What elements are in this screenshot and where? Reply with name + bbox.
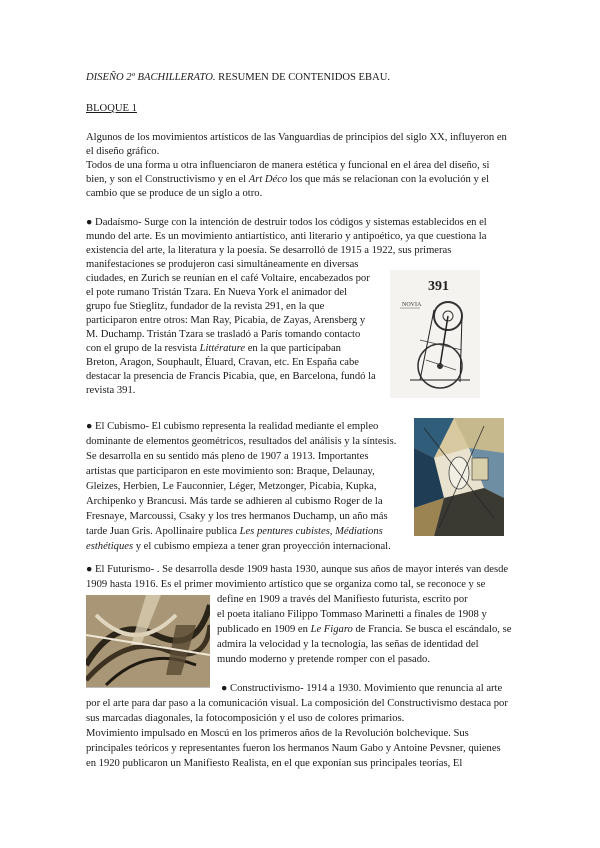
dadaismo-line: ciudades, en Zurich se reunían en el café Voltaire, encabezados por — [86, 273, 370, 284]
constructivismo-line: Movimiento impulsado en Moscú en los primeros años de la Revolución bolchevique. Sus — [86, 728, 469, 739]
cubismo-line: Archipenko y Brancusi. Más tarde se adhieren al cubismo Roger de la — [86, 496, 383, 507]
constructivismo-line: principales teóricos y representantes fueron los hermanos Naum Gabo y Antoine Pevsner, quienes — [86, 743, 501, 754]
intro-line: el diseño gráfico. — [86, 146, 160, 157]
futurismo-line: 1909 hasta 1916. Es el primer movimiento artístico que se organiza como tal, se reconoce y se — [86, 579, 486, 590]
dadaismo-line: destacar la presencia de Francis Picabia, que, en Barcelona, fundó la — [86, 371, 376, 382]
dadaismo-line: manifestaciones se produjeron casi simultáneamente en diversas — [86, 259, 359, 270]
cubismo-line: artistas que participaron en este movimiento son: Braque, Delaunay, — [86, 466, 375, 477]
dadaismo-line: grupo fue Stieglitz, fundador de la revista 291, en la que — [86, 301, 325, 312]
cubismo-line: tarde Juan Gris. Apollinaire publica Les pentures cubistes, Médiations — [86, 526, 383, 537]
futurism-painting-image — [86, 595, 210, 687]
cover-word: NOVIA — [402, 302, 422, 308]
constructivismo-line: por el arte para dar paso a la comunicación visual. La composición del Constructivismo destaca por — [86, 698, 508, 709]
document-title — [86, 71, 390, 85]
section-heading: BLOQUE 1 — [86, 103, 137, 114]
dadaismo-line: Breton, Aragon, Souphault, Éluard, Cravan, etc. En España cabe — [86, 357, 360, 368]
intro-line: cambio que se produce de un siglo a otro. — [86, 188, 263, 199]
cubismo-line: Se desarrolla en su sentido más pleno de 1907 a 1913. Importantes — [86, 451, 369, 462]
dadaismo-line: el pote rumano Tristán Tzara. En Nueva York el animador del — [86, 287, 348, 298]
futurismo-line: mundo moderno y pretende romper con el pasado. — [217, 654, 430, 665]
dadaismo-line: M. Duchamp. Tristán Tzara se trasladó a París tomando contacto — [86, 329, 361, 340]
image-caption-rule — [86, 687, 210, 688]
cubism-painting-image — [414, 418, 504, 536]
futurism-painting-drawing — [86, 595, 210, 687]
cubismo-line: esthétiques y el cubismo empieza a tener gran proyección internacional. — [86, 541, 391, 552]
futurismo-line: define en 1909 a través del Manifiesto futurista, escrito por — [217, 594, 468, 605]
constructivismo-line: en 1920 publicaron un Manifiesto Realista, en el que exponían sus principales teorías, El — [86, 758, 463, 769]
cover-number: 391 — [428, 279, 449, 294]
futurismo-line: el poeta italiano Filippo Tommaso Marinetti a finales de 1908 y — [217, 609, 487, 620]
dadaismo-line: ● Dadaísmo- Surge con la intención de destruir todos los códigos y sistemas establecidos en el — [86, 217, 487, 228]
dadaismo-line: mundo del arte. Es un movimiento antiartístico, anti literario y antipoético, ya que cuestiona la — [86, 231, 487, 242]
constructivismo-line: sus marcadas diagonales, la fotocomposición y el uso de colores primarios. — [86, 713, 405, 724]
futurismo-line: publicado en 1909 en Le Figaro de Francia. Se busca el escándalo, se — [217, 624, 512, 635]
futurismo-line: ● El Futurismo- . Se desarrolla desde 1909 hasta 1930, aunque sus años de mayor interés van desde — [86, 564, 509, 575]
intro-line: bien, y son el Constructivismo y en el Art Déco los que más se relacionan con la evolución y el — [86, 174, 490, 185]
cubismo-line: dominante de elementos geométricos, resultados del análisis y la síntesis. — [86, 436, 397, 447]
futurismo-line: admira la velocidad y la tecnología, las señas de identidad del — [217, 639, 479, 650]
cubismo-line: ● El Cubismo- El cubismo representa la realidad mediante el empleo — [86, 421, 379, 432]
dadaismo-line: con el grupo de la resvista Littérature en la que participaban — [86, 343, 341, 354]
cubism-painting-drawing — [414, 418, 504, 536]
dadaismo-line: revista 391. — [86, 385, 136, 396]
title-italic: DISEÑO 2º BACHILLERATO. — [86, 72, 216, 83]
constructivismo-line: ● Constructivismo- 1914 a 1930. Movimiento que renuncia al arte — [221, 683, 503, 694]
cubismo-line: Gleizes, Herbien, Le Fauconnier, Léger, Metzonger, Picabia, Kupka, — [86, 481, 377, 492]
dadaismo-line: existencia del arte, la literatura y la poesía. Se desarrolló de 1915 a 1922, sus primeras — [86, 245, 452, 256]
intro-line: Todos de una forma u otra influenciaron de manera estética y funcional en el área del diseño, si — [86, 160, 490, 171]
title-rest: RESUMEN DE CONTENIDOS EBAU. — [215, 72, 391, 83]
intro-line: Algunos de los movimientos artísticos de las Vanguardias de principios del siglo XX, influyeron en — [86, 132, 507, 143]
dada-391-cover-image — [390, 270, 480, 398]
cubismo-line: Fresnaye, Marcoussi, Csaky y los tres hermanos Duchamp, un año más — [86, 511, 388, 522]
dadaismo-line: participaron entre otros: Man Ray, Picabia, de Zayas, Arensberg y — [86, 315, 366, 326]
dada-machine-drawing — [390, 270, 480, 398]
